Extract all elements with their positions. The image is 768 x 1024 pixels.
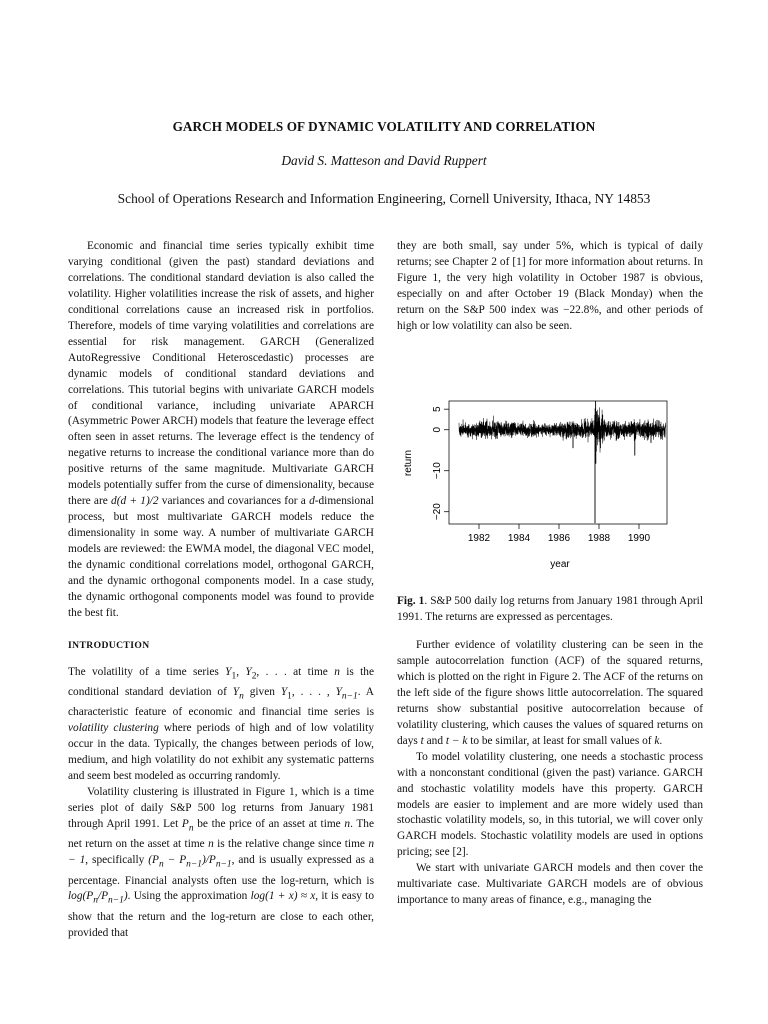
math: 1 (287, 691, 292, 702)
text: is the relative change since time (213, 838, 369, 851)
text: . Using the approximation (127, 890, 251, 903)
right-paragraph-multivariate: We start with univariate GARCH models and then cover the multivariate case. Multivariate GARCH models are of obvious importance to many areas of finance, e.g., managing the (397, 862, 703, 907)
math: /P (97, 890, 109, 903)
math: t − k (445, 734, 468, 747)
text: , it is easy to show that the return and the log-return are close to each other, provided that (68, 890, 374, 939)
math: 1 (231, 671, 237, 682)
math: n (344, 818, 351, 831)
math: log(1 + x) ≈ x (250, 890, 316, 903)
text: The volatility of a time series (68, 666, 226, 678)
text: , (236, 666, 246, 678)
math: n (334, 666, 340, 678)
y-tick-label: −10 (432, 462, 443, 480)
math: P (181, 818, 189, 831)
text: is the conditional standard deviation of (68, 666, 374, 699)
math: ) (123, 890, 128, 903)
math: Y (245, 666, 252, 678)
figure-label: Fig. 1 (397, 595, 425, 607)
text: and (423, 734, 446, 747)
sp500-returns-chart (397, 395, 703, 585)
y-tick-label: 0 (432, 426, 443, 433)
math: Y (335, 686, 342, 699)
abstract-text: -dimensional process, but most multivariate GARCH models reduce the dimensionality in some way. A number of multivariate GARCH models are reviewed: the EWMA model, the diagonal VEC model, the dynamic conditional correlations model, orthogonal GARCH, and the dynamic orthogonal components model. In a case study, the dynamic orthogonal components model was found to provide the best fit. (68, 495, 374, 619)
text: , . . . , (291, 686, 336, 699)
right-column-top (397, 239, 703, 335)
introduction-body (68, 665, 374, 942)
text: . The net return on the asset at time (68, 818, 374, 851)
paper-authors: David S. Matteson and David Ruppert (281, 153, 487, 168)
abstract (68, 239, 374, 622)
paper-title: GARCH MODELS OF DYNAMIC VOLATILITY AND CORRELATION (172, 119, 596, 134)
abstract-text: variances and covariances for a (158, 495, 310, 508)
math: n (158, 859, 164, 870)
text: Volatility clustering is illustrated in Figure 1, which is a time series plot of daily S&P 500 log returns from January 1981 through April 1991. Let (68, 786, 374, 831)
math: d(d + 1)/2 (111, 495, 159, 508)
text: . A characteristic feature of economic and financial time series is (68, 686, 374, 719)
intro-paragraph-1 (68, 665, 374, 785)
text: Further evidence of volatility clustering can be seen in the sample autocorrelation function (ACF) of the squared returns, which is plotted on the right in Figure 2. The ACF of the returns on the left side of the figure shows little autocorrelation. The squared returns show substantial positive autocorrelation because of volatility clustering, which causes the values of squared returns on days (397, 639, 703, 747)
y-tick-label: 5 (432, 406, 443, 412)
math: n−1 (215, 859, 232, 870)
x-tick-label: 1988 (587, 533, 611, 544)
figure-1-caption (397, 594, 703, 626)
math: n (208, 838, 214, 851)
paper-affiliation: School of Operations Research and Information Engineering, Cornell University, Ithaca, NY 14853 (117, 191, 651, 206)
text: . (659, 734, 663, 747)
math: Y (232, 686, 240, 699)
abstract-text: Economic and financial time series typically exhibit time varying conditional (given the past) standard deviations and correlations. The conditional standard deviation is also called the volatility. Higher volatilities increase the risk of assets, and higher conditional correlations cause an increased risk in portfolios. Therefore, models of time varying volatilities and correlations are essential for risk management. GARCH (Generalized AutoRegressive Conditional Heteroscedastic) processes are dynamic models of conditional standard deviations and correlations. This tutorial begins with univariate GARCH models of conditional variance, including univariate APARCH (Asymmetric Power ARCH) models that feature the leverage effect often seen in asset returns. The leverage effect is the tendency of negative returns to increase the conditional variance more than do positive returns of the same magnitude. Multivariate GARCH models potentially suffer from the curse of dimensionality, because there are (68, 240, 374, 508)
text: given (243, 686, 281, 699)
x-tick-label: 1984 (507, 533, 531, 544)
x-tick-label: 1990 (627, 533, 651, 544)
right-paragraph-model: To model volatility clustering, one needs a stochastic process with a nonconstant conditional (given the past) variance. GARCH and stochastic volatility models have this property. GARCH models are easier to implement and are more widely used than stochastic volatility models, so, in this tutorial, we will cover only GARCH models. Stochastic volatility models are used in options pricing; see [2]. (397, 750, 703, 859)
math: n−1 (186, 859, 202, 870)
text: to be similar, at least for small values of (467, 734, 655, 747)
section-heading-introduction: INTRODUCTION (68, 640, 150, 651)
math: n (188, 823, 194, 834)
x-tick-label: 1982 (467, 533, 491, 544)
math: n−1 (341, 691, 358, 702)
emphasis: volatility clustering (68, 722, 159, 735)
right-paragraph-continued: they are both small, say under 5%, which is typical of daily returns; see Chapter 2 of [1] for more information about returns. In Figure 1, the very high volatility in October 1987 is obvious, especially on and after October 19 (Black Monday) when the return on the S&P 500 index was −22.8%, and other periods of high or low volatility can also be seen. (397, 240, 703, 332)
math: − P (163, 854, 187, 867)
math: Y (225, 666, 232, 678)
text: , and is usually expressed as a percentage. Financial analysts often use the log-return, which is (68, 854, 374, 887)
math: )/P (201, 854, 216, 867)
caption-text: . S&P 500 daily log returns from January 1981 through April 1991. The returns are expressed as percentages. (397, 595, 703, 623)
text: be the price of an asset at time (193, 818, 345, 831)
math: n−1 (108, 895, 124, 906)
right-paragraph-acf (397, 638, 703, 750)
text: , . . . at time (256, 666, 335, 678)
math: 2 (251, 671, 257, 682)
math: d (309, 495, 315, 508)
math: n (93, 895, 98, 906)
math: t (420, 734, 424, 747)
x-axis-label: year (550, 559, 570, 570)
math: n (239, 691, 244, 702)
text: , specifically (85, 854, 149, 867)
x-tick-label: 1986 (547, 533, 571, 544)
y-tick-label: −20 (432, 503, 443, 521)
text: where periods of high and of low volatility occur in the data. Typically, the changes between periods of low, medium, and high volatility do not exhibit any systematic patterns and seem best modeled as occurring randomly. (68, 722, 374, 783)
math: k (654, 734, 660, 747)
math: Y (280, 686, 288, 699)
y-axis-label: return (403, 449, 414, 477)
figure-1 (397, 395, 703, 585)
math: log(P (68, 890, 94, 903)
math: n − 1 (68, 838, 374, 867)
abstract-paragraph (68, 239, 374, 622)
math: (P (148, 854, 159, 867)
intro-paragraph-2 (68, 785, 374, 941)
right-column-bottom (397, 638, 703, 909)
